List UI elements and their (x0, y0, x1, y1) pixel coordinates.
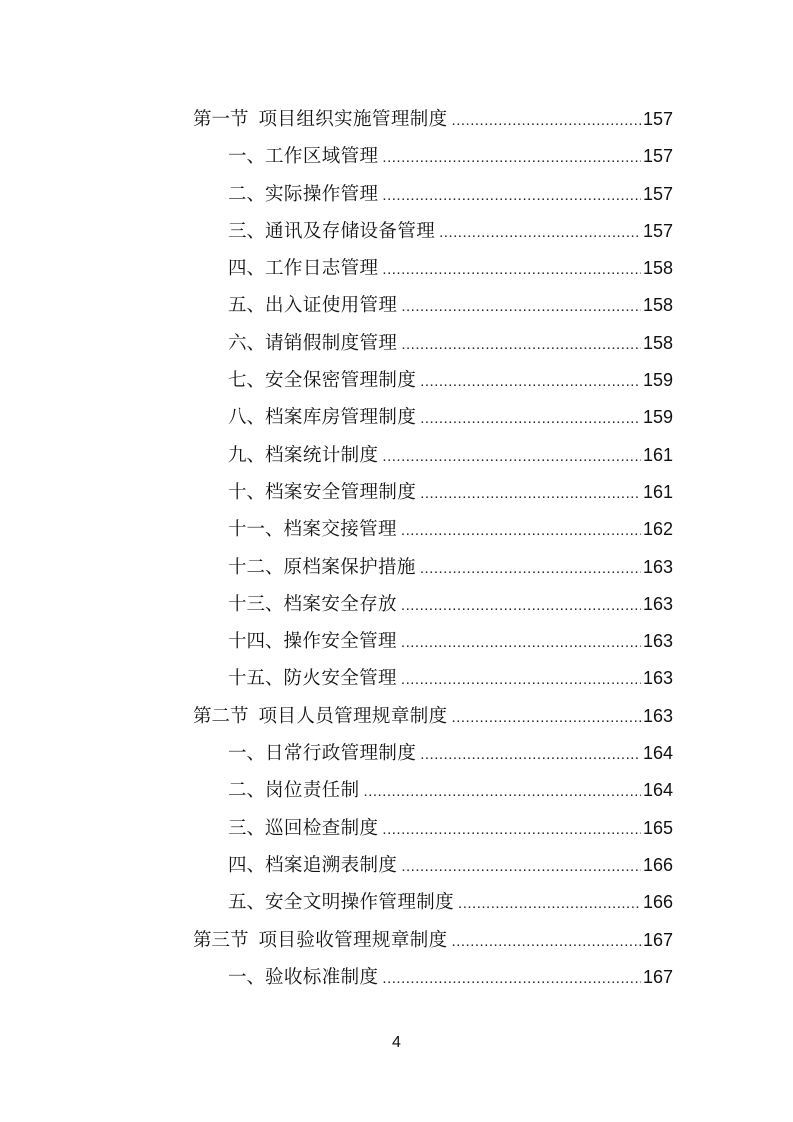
toc-entry-number: 一、 (228, 146, 266, 168)
toc-entry[interactable] (193, 549, 673, 586)
toc-entry[interactable] (193, 362, 673, 399)
toc-entry-number: 第一节 (193, 109, 249, 130)
toc-entry-title: 通讯及存储设备管理 (265, 220, 436, 242)
toc-entry-page: 163 (642, 631, 673, 652)
toc-entry-page: 163 (642, 593, 673, 614)
toc-entry-title: 档案统计制度 (265, 444, 379, 466)
toc-entry-number: 第二节 (193, 705, 249, 727)
toc-entry[interactable] (193, 176, 673, 213)
toc-dot-leader (401, 512, 641, 549)
toc-entry[interactable] (193, 250, 673, 287)
toc-entry-title: 巡回检查制度 (265, 817, 379, 839)
toc-entry-page: 163 (642, 556, 673, 577)
toc-entry-number: 第三节 (193, 929, 249, 951)
toc-entry-title: 验收标准制度 (265, 966, 379, 988)
toc-entry[interactable] (193, 884, 673, 921)
toc-dot-leader (420, 550, 641, 587)
toc-entry-number: 四、 (228, 258, 266, 280)
toc-entry-page: 166 (642, 854, 673, 875)
toc-dot-leader (382, 177, 641, 214)
toc-entry-page: 158 (642, 295, 673, 316)
toc-dot-leader (401, 661, 641, 698)
toc-entry-title: 项目组织实施管理制度 (258, 109, 448, 130)
toc-entry-title: 档案库房管理制度 (265, 407, 417, 429)
toc-entry-number: 一、 (228, 743, 266, 765)
toc-entry[interactable] (193, 623, 673, 660)
toc-entry-number: 十二、 (228, 556, 284, 578)
toc-dot-leader (382, 960, 641, 997)
toc-entry-title: 安全保密管理制度 (265, 370, 417, 392)
toc-entry-page: 157 (642, 220, 673, 241)
toc-dot-leader (401, 624, 641, 661)
toc-entry-title: 出入证使用管理 (265, 295, 398, 317)
toc-entry-page: 157 (642, 183, 673, 204)
toc-entry-number: 十三、 (228, 593, 284, 615)
toc-entry-page: 164 (642, 743, 673, 764)
toc-entry[interactable] (193, 959, 673, 996)
toc-dot-leader (382, 811, 641, 848)
toc-entry-page: 165 (642, 817, 673, 838)
toc-dot-leader (452, 923, 641, 960)
toc-entry-page: 161 (642, 481, 673, 502)
toc-entry-page: 157 (642, 109, 673, 129)
toc-entry-title: 安全文明操作管理制度 (265, 892, 455, 914)
toc-entry[interactable] (193, 399, 673, 436)
toc-entry-number: 三、 (228, 220, 266, 242)
toc-entry-title: 防火安全管理 (283, 668, 397, 690)
toc-entry[interactable] (193, 511, 673, 548)
toc-dot-leader (452, 699, 641, 736)
toc-entry-title: 工作日志管理 (265, 258, 379, 280)
toc-entry[interactable] (193, 287, 673, 324)
toc-entry-number: 八、 (228, 407, 266, 429)
toc-entry[interactable] (193, 586, 673, 623)
toc-entry-number: 七、 (228, 370, 266, 392)
toc-entry-title: 岗位责任制 (265, 780, 360, 802)
toc-dot-leader (420, 363, 641, 400)
toc-entry-page: 163 (642, 705, 673, 726)
toc-dot-leader (420, 475, 641, 512)
toc-entry-title: 请销假制度管理 (265, 332, 398, 354)
toc-entry-page: 162 (642, 519, 673, 540)
toc-entry-number: 五、 (228, 295, 266, 317)
toc-entry[interactable] (193, 922, 673, 959)
toc-dot-leader (364, 773, 641, 810)
toc-entry-title: 档案交接管理 (283, 519, 397, 541)
toc-entry-page: 159 (642, 407, 673, 428)
toc-entry[interactable] (193, 213, 673, 250)
toc-dot-leader (382, 251, 641, 288)
toc-entry-number: 三、 (228, 817, 266, 839)
toc-entry[interactable] (193, 474, 673, 511)
toc-entry-number: 一、 (228, 966, 266, 988)
toc-entry-title: 操作安全管理 (283, 631, 397, 653)
toc-entry-number: 十四、 (228, 631, 284, 653)
toc-entry-page: 163 (642, 668, 673, 689)
toc-entry-number: 十一、 (228, 519, 284, 541)
toc-dot-leader (452, 102, 641, 139)
toc-entry[interactable] (193, 325, 673, 362)
toc-entry-number: 十五、 (228, 668, 284, 690)
toc-dot-leader (439, 214, 641, 251)
toc-entry-title: 档案安全存放 (283, 593, 397, 615)
toc-entry-page: 157 (642, 146, 673, 167)
toc-entry-page: 164 (642, 780, 673, 801)
toc-dot-leader (401, 848, 641, 885)
toc-dot-leader (401, 288, 641, 325)
toc-entry-number: 十、 (228, 481, 266, 503)
toc-dot-leader (420, 400, 641, 437)
toc-entry-title: 项目人员管理规章制度 (258, 705, 448, 727)
toc-entry-number: 二、 (228, 183, 266, 205)
toc-entry-page: 167 (642, 929, 673, 950)
toc-entry-title: 日常行政管理制度 (265, 743, 417, 765)
toc-entry-title: 档案追溯表制度 (265, 854, 398, 876)
toc-entry-page: 161 (642, 444, 673, 465)
toc-entry-number: 四、 (228, 854, 266, 876)
table-of-contents (193, 101, 673, 996)
toc-entry-number: 六、 (228, 332, 266, 354)
toc-entry-number: 九、 (228, 444, 266, 466)
toc-entry-number: 二、 (228, 780, 266, 802)
toc-entry[interactable] (193, 437, 673, 474)
toc-entry-page: 166 (642, 892, 673, 913)
toc-dot-leader (458, 885, 641, 922)
toc-entry-page: 167 (642, 966, 673, 987)
toc-entry-title: 档案安全管理制度 (265, 481, 417, 503)
toc-entry[interactable] (193, 660, 673, 697)
toc-entry-title: 原档案保护措施 (283, 556, 416, 578)
toc-dot-leader (401, 587, 641, 624)
toc-entry[interactable] (193, 735, 673, 772)
page-number: 4 (392, 1034, 401, 1051)
toc-entry-number: 五、 (228, 892, 266, 914)
toc-dot-leader (420, 736, 641, 773)
toc-entry-title: 实际操作管理 (265, 183, 379, 205)
toc-entry[interactable] (193, 772, 673, 809)
toc-entry[interactable] (193, 847, 673, 884)
toc-entry-title: 工作区域管理 (265, 146, 379, 168)
toc-entry[interactable] (193, 698, 673, 735)
toc-entry-title: 项目验收管理规章制度 (258, 929, 448, 951)
toc-dot-leader (401, 326, 641, 363)
toc-entry-page: 159 (642, 370, 673, 391)
toc-entry[interactable] (193, 138, 673, 175)
toc-entry[interactable] (193, 810, 673, 847)
toc-entry-page: 158 (642, 258, 673, 279)
toc-dot-leader (382, 438, 641, 475)
toc-entry[interactable] (193, 101, 673, 138)
toc-dot-leader (382, 139, 641, 176)
toc-entry-page: 158 (642, 332, 673, 353)
